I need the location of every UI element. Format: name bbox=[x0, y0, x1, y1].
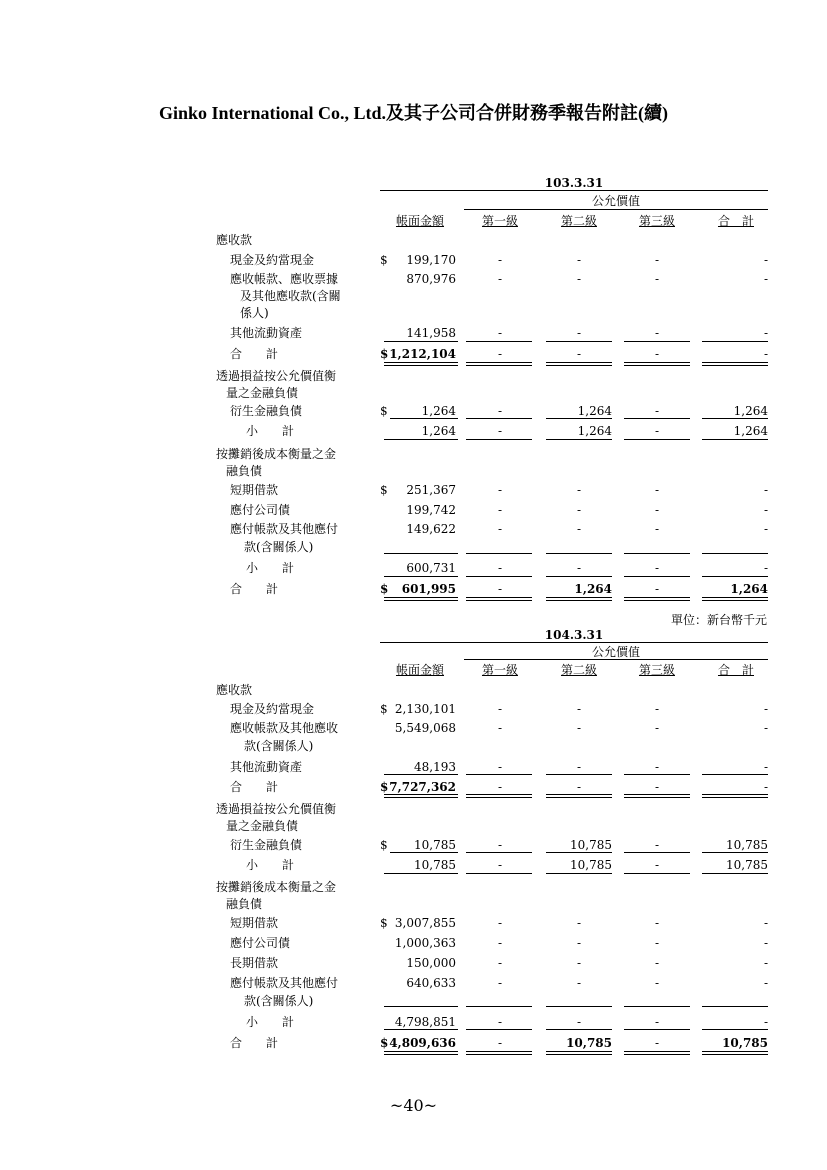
level1: - bbox=[497, 956, 503, 970]
divider bbox=[384, 439, 458, 440]
total: 1,264 bbox=[733, 424, 768, 438]
level1: - bbox=[497, 483, 503, 497]
divider bbox=[546, 852, 612, 853]
level2: - bbox=[576, 326, 582, 340]
total: - bbox=[763, 522, 768, 536]
book-value: 4,809,636 bbox=[389, 1036, 456, 1050]
dollar-sign: $ bbox=[380, 702, 388, 716]
group-heading: 應收款 bbox=[216, 683, 253, 697]
book-value: 1,212,104 bbox=[389, 347, 456, 361]
divider bbox=[546, 576, 612, 577]
level3: - bbox=[654, 582, 660, 596]
level2: - bbox=[576, 702, 582, 716]
col-book-value: 帳面金額 bbox=[395, 214, 444, 228]
double-rule bbox=[702, 362, 768, 366]
row-label: 應付帳款及其他應付 bbox=[230, 976, 339, 990]
total: - bbox=[763, 976, 768, 990]
double-rule bbox=[546, 362, 612, 366]
row-label: 合 計 bbox=[230, 1036, 279, 1050]
double-rule bbox=[546, 597, 612, 601]
level2: - bbox=[576, 347, 582, 361]
level2: - bbox=[576, 253, 582, 267]
total: - bbox=[763, 702, 768, 716]
fair-value-header: 公允價值 bbox=[591, 194, 640, 208]
level2: - bbox=[576, 503, 582, 517]
total: - bbox=[763, 503, 768, 517]
level2: - bbox=[576, 561, 582, 575]
total: - bbox=[763, 780, 768, 794]
level2: 10,785 bbox=[570, 858, 612, 872]
divider bbox=[466, 1029, 532, 1030]
group-heading: 應收款 bbox=[216, 233, 253, 247]
book-value: 48,193 bbox=[414, 760, 456, 774]
level1: - bbox=[497, 936, 503, 950]
row-label: 及其他應收款(含關 bbox=[240, 289, 341, 303]
group-heading: 融負債 bbox=[226, 897, 263, 911]
col-level2: 第二級 bbox=[560, 663, 597, 677]
divider bbox=[624, 418, 690, 419]
book-value: 2,130,101 bbox=[394, 702, 456, 716]
divider bbox=[702, 576, 768, 577]
level3: - bbox=[654, 272, 660, 286]
double-rule bbox=[384, 597, 458, 601]
level1: - bbox=[497, 522, 503, 536]
dollar-sign: $ bbox=[380, 253, 388, 267]
level3: - bbox=[654, 1015, 660, 1029]
level2: - bbox=[576, 522, 582, 536]
level3: - bbox=[654, 404, 660, 418]
total: - bbox=[763, 1015, 768, 1029]
divider bbox=[384, 1006, 458, 1007]
double-rule bbox=[466, 362, 532, 366]
row-label: 小 計 bbox=[246, 561, 295, 575]
row-label: 其他流動資產 bbox=[230, 326, 303, 340]
level1: - bbox=[497, 347, 503, 361]
divider bbox=[546, 341, 612, 342]
col-level3: 第三級 bbox=[638, 214, 675, 228]
level1: - bbox=[497, 838, 503, 852]
total: - bbox=[763, 253, 768, 267]
double-rule bbox=[624, 597, 690, 601]
level1: - bbox=[497, 721, 503, 735]
level1: - bbox=[497, 561, 503, 575]
level3: - bbox=[654, 702, 660, 716]
level1: - bbox=[497, 503, 503, 517]
divider bbox=[624, 1029, 690, 1030]
group-heading: 量之金融負債 bbox=[226, 386, 299, 400]
level3: - bbox=[654, 347, 660, 361]
double-rule bbox=[384, 794, 458, 798]
group-heading: 量之金融負債 bbox=[226, 819, 299, 833]
divider bbox=[466, 774, 532, 775]
level2: - bbox=[576, 976, 582, 990]
level2: - bbox=[576, 1015, 582, 1029]
group-heading: 按攤銷後成本衡量之金 bbox=[216, 447, 337, 461]
divider bbox=[624, 553, 690, 554]
divider bbox=[702, 774, 768, 775]
dollar-sign: $ bbox=[380, 483, 388, 497]
row-label: 合 計 bbox=[230, 582, 279, 596]
col-level3: 第三級 bbox=[638, 663, 675, 677]
divider bbox=[384, 774, 458, 775]
divider bbox=[384, 576, 458, 577]
double-rule bbox=[702, 1051, 768, 1055]
book-value: 601,995 bbox=[401, 582, 456, 596]
divider bbox=[702, 341, 768, 342]
level1: - bbox=[497, 1015, 503, 1029]
divider bbox=[702, 873, 768, 874]
divider bbox=[624, 341, 690, 342]
double-rule bbox=[702, 597, 768, 601]
level2: - bbox=[576, 721, 582, 735]
level3: - bbox=[654, 253, 660, 267]
divider bbox=[384, 553, 458, 554]
dollar-sign: $ bbox=[380, 582, 389, 596]
row-label: 應收帳款及其他應收 bbox=[230, 721, 339, 735]
dollar-sign: $ bbox=[380, 780, 389, 794]
level3: - bbox=[654, 838, 660, 852]
dollar-sign: $ bbox=[380, 347, 389, 361]
book-value: 149,622 bbox=[406, 522, 456, 536]
row-label: 應付公司債 bbox=[230, 503, 291, 517]
row-label: 其他流動資產 bbox=[230, 760, 303, 774]
level2: - bbox=[576, 780, 582, 794]
level1: - bbox=[497, 253, 503, 267]
row-label: 長期借款 bbox=[230, 956, 279, 970]
level1: - bbox=[497, 780, 503, 794]
level3: - bbox=[654, 326, 660, 340]
col-total: 合 計 bbox=[717, 663, 754, 677]
divider bbox=[384, 341, 458, 342]
divider bbox=[380, 190, 768, 191]
total: - bbox=[763, 760, 768, 774]
total: 10,785 bbox=[722, 1036, 768, 1050]
divider bbox=[466, 1006, 532, 1007]
divider bbox=[464, 209, 768, 210]
row-label: 現金及約當現金 bbox=[230, 702, 315, 716]
level3: - bbox=[654, 483, 660, 497]
row-label: 合 計 bbox=[230, 347, 279, 361]
divider bbox=[466, 576, 532, 577]
book-value: 10,785 bbox=[414, 838, 456, 852]
divider bbox=[390, 852, 458, 853]
double-rule bbox=[624, 1051, 690, 1055]
level1: - bbox=[497, 326, 503, 340]
level1: - bbox=[497, 1036, 503, 1050]
divider bbox=[624, 873, 690, 874]
level2: - bbox=[576, 936, 582, 950]
double-rule bbox=[624, 794, 690, 798]
dollar-sign: $ bbox=[380, 1036, 389, 1050]
book-value: 199,170 bbox=[406, 253, 456, 267]
level3: - bbox=[654, 916, 660, 930]
total: - bbox=[763, 326, 768, 340]
divider bbox=[702, 439, 768, 440]
book-value: 1,264 bbox=[421, 424, 456, 438]
double-rule bbox=[466, 1051, 532, 1055]
unit-note: 單位：新台幣千元 bbox=[670, 613, 767, 627]
page-number: ~40~ bbox=[389, 1096, 438, 1115]
level2: 1,264 bbox=[574, 582, 612, 596]
book-value: 5,549,068 bbox=[394, 721, 456, 735]
divider bbox=[466, 553, 532, 554]
level1: - bbox=[497, 272, 503, 286]
divider bbox=[702, 553, 768, 554]
double-rule bbox=[466, 794, 532, 798]
divider bbox=[466, 852, 532, 853]
total: - bbox=[763, 483, 768, 497]
page-title: Ginko International Co., Ltd.及其子公司合併財務季報告附註(續) bbox=[158, 103, 669, 123]
row-label: 合 計 bbox=[230, 780, 279, 794]
level1: - bbox=[497, 404, 503, 418]
divider bbox=[384, 873, 458, 874]
divider bbox=[546, 439, 612, 440]
double-rule bbox=[466, 597, 532, 601]
total: 1,264 bbox=[730, 582, 768, 596]
double-rule bbox=[546, 1051, 612, 1055]
divider bbox=[546, 873, 612, 874]
level3: - bbox=[654, 522, 660, 536]
level1: - bbox=[497, 858, 503, 872]
level3: - bbox=[654, 424, 660, 438]
level1: - bbox=[497, 760, 503, 774]
divider bbox=[702, 1029, 768, 1030]
divider bbox=[624, 774, 690, 775]
level3: - bbox=[654, 936, 660, 950]
divider bbox=[624, 576, 690, 577]
row-label: 小 計 bbox=[246, 1015, 295, 1029]
book-value: 640,633 bbox=[406, 976, 456, 990]
book-value: 251,367 bbox=[406, 483, 456, 497]
level3: - bbox=[654, 503, 660, 517]
row-label: 短期借款 bbox=[230, 916, 279, 930]
total: - bbox=[763, 936, 768, 950]
divider bbox=[702, 1006, 768, 1007]
double-rule bbox=[384, 1051, 458, 1055]
dollar-sign: $ bbox=[380, 838, 388, 852]
total: 1,264 bbox=[733, 404, 768, 418]
row-label: 應付公司債 bbox=[230, 936, 291, 950]
divider bbox=[384, 1029, 458, 1030]
level2: - bbox=[576, 956, 582, 970]
divider bbox=[380, 642, 768, 643]
divider bbox=[702, 418, 768, 419]
col-level1: 第一級 bbox=[481, 663, 518, 677]
divider bbox=[546, 774, 612, 775]
level3: - bbox=[654, 976, 660, 990]
level1: - bbox=[497, 424, 503, 438]
book-value: 141,958 bbox=[406, 326, 456, 340]
divider bbox=[624, 439, 690, 440]
dollar-sign: $ bbox=[380, 916, 388, 930]
divider bbox=[466, 873, 532, 874]
book-value: 7,727,362 bbox=[389, 780, 456, 794]
divider bbox=[546, 1029, 612, 1030]
level3: - bbox=[654, 561, 660, 575]
level3: - bbox=[654, 1036, 660, 1050]
level1: - bbox=[497, 702, 503, 716]
group-heading: 融負債 bbox=[226, 464, 263, 478]
total: - bbox=[763, 347, 768, 361]
level1: - bbox=[497, 916, 503, 930]
row-label: 衍生金融負債 bbox=[230, 838, 303, 852]
book-value: 10,785 bbox=[414, 858, 456, 872]
level2: 10,785 bbox=[566, 1036, 612, 1050]
book-value: 199,742 bbox=[406, 503, 456, 517]
level1: - bbox=[497, 976, 503, 990]
level2: - bbox=[576, 760, 582, 774]
divider bbox=[466, 341, 532, 342]
divider bbox=[546, 418, 612, 419]
level3: - bbox=[654, 858, 660, 872]
row-label: 小 計 bbox=[246, 424, 295, 438]
level2: - bbox=[576, 272, 582, 286]
total: - bbox=[763, 272, 768, 286]
row-label: 款(含關係人) bbox=[244, 540, 314, 554]
book-value: 150,000 bbox=[406, 956, 456, 970]
table-date: 103.3.31 bbox=[544, 176, 604, 190]
row-label: 應付帳款及其他應付 bbox=[230, 522, 339, 536]
row-label: 現金及約當現金 bbox=[230, 253, 315, 267]
divider bbox=[624, 1006, 690, 1007]
double-rule bbox=[624, 362, 690, 366]
total: 10,785 bbox=[726, 858, 768, 872]
level2: - bbox=[576, 916, 582, 930]
fair-value-header: 公允價值 bbox=[591, 645, 640, 659]
book-value: 3,007,855 bbox=[394, 916, 456, 930]
row-label: 款(含關係人) bbox=[244, 994, 314, 1008]
total: - bbox=[763, 956, 768, 970]
row-label: 衍生金融負債 bbox=[230, 404, 303, 418]
book-value: 1,000,363 bbox=[394, 936, 456, 950]
total: - bbox=[763, 561, 768, 575]
double-rule bbox=[384, 362, 458, 366]
divider bbox=[466, 418, 532, 419]
book-value: 4,798,851 bbox=[394, 1015, 456, 1029]
book-value: 600,731 bbox=[406, 561, 456, 575]
level1: - bbox=[497, 582, 503, 596]
divider bbox=[702, 852, 768, 853]
divider bbox=[464, 659, 768, 660]
col-level2: 第二級 bbox=[560, 214, 597, 228]
row-label: 款(含關係人) bbox=[244, 739, 314, 753]
group-heading: 按攤銷後成本衡量之金 bbox=[216, 880, 337, 894]
row-label: 小 計 bbox=[246, 858, 295, 872]
table-date: 104.3.31 bbox=[544, 628, 604, 642]
row-label: 短期借款 bbox=[230, 483, 279, 497]
double-rule bbox=[702, 794, 768, 798]
level3: - bbox=[654, 780, 660, 794]
level3: - bbox=[654, 956, 660, 970]
total: - bbox=[763, 721, 768, 735]
level3: - bbox=[654, 721, 660, 735]
total: - bbox=[763, 916, 768, 930]
divider bbox=[390, 418, 458, 419]
divider bbox=[546, 1006, 612, 1007]
level2: 1,264 bbox=[577, 424, 612, 438]
book-value: 1,264 bbox=[421, 404, 456, 418]
group-heading: 透過損益按公允價值衡 bbox=[216, 369, 337, 383]
book-value: 870,976 bbox=[406, 272, 456, 286]
row-label: 應收帳款、應收票據 bbox=[230, 272, 339, 286]
col-book-value: 帳面金額 bbox=[395, 663, 444, 677]
divider bbox=[546, 553, 612, 554]
level2: 1,264 bbox=[577, 404, 612, 418]
dollar-sign: $ bbox=[380, 404, 388, 418]
col-level1: 第一級 bbox=[481, 214, 518, 228]
divider bbox=[624, 852, 690, 853]
level2: - bbox=[576, 483, 582, 497]
group-heading: 透過損益按公允價值衡 bbox=[216, 802, 337, 816]
col-total: 合 計 bbox=[717, 214, 754, 228]
total: 10,785 bbox=[726, 838, 768, 852]
level2: 10,785 bbox=[570, 838, 612, 852]
level3: - bbox=[654, 760, 660, 774]
row-label: 係人) bbox=[240, 306, 269, 320]
double-rule bbox=[546, 794, 612, 798]
divider bbox=[466, 439, 532, 440]
